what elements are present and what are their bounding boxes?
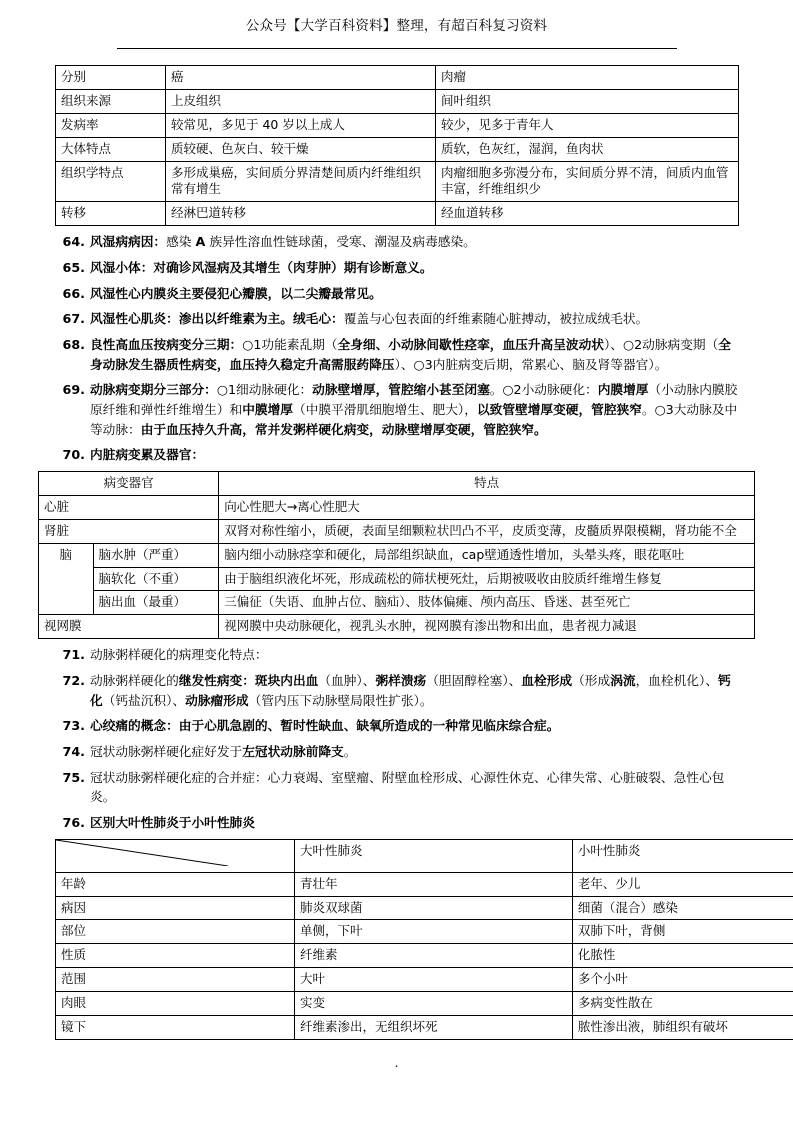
list-item-text: 风湿病病因：感染 A 族异性溶血性链球菌，受寒、潮湿及病毒感染。 [90, 234, 476, 250]
organ-table-wrapper [0, 471, 793, 639]
table-row [39, 567, 755, 591]
list-item-number: 76. [62, 814, 85, 830]
list-item-text: 动脉病变期分三部分：○1细动脉硬化：动脉壁增厚，管腔缩小甚至闭塞。○2小动脉硬化：内膜增厚（小动脉内膜胶原纤维和弹性纤维增生）和中膜增厚（中膜平滑肌细胞增生、肥大），以致管壁增厚变硬，管腔狭窄。○3大动脉及中等动脉：由于血压持久升高，常并发粥样硬化病变，动脉壁增厚变硬，管腔狭窄。 [90, 382, 738, 437]
list-item-text: 内脏病变累及器官： [90, 447, 205, 463]
list-item [55, 309, 738, 329]
document-content [0, 65, 793, 471]
table-cell: 纤维素渗出，无组织坏死 [294, 1015, 572, 1039]
table-cell: 镜下 [56, 1015, 295, 1039]
table-row [56, 89, 739, 113]
list-item-number: 68. [62, 336, 85, 352]
list-item-number: 75. [62, 769, 85, 785]
table-cell: 多形成巢癌，实间质分界清楚间质内纤维组织常有增生 [166, 161, 436, 202]
table-cell: 视网膜中央动脉硬化，视乳头水肿，视网膜有渗出物和出血，患者视力减退 [219, 615, 755, 639]
list-item-number: 72. [62, 672, 85, 688]
table-row [56, 872, 793, 896]
table-row [39, 615, 755, 639]
table-cell: 脑内细小动脉痉挛和硬化，局部组织缺血，cap壁通透性增加，头晕头疼，眼花呕吐 [219, 543, 755, 567]
table-cell: 质软，色灰红，湿润，鱼肉状 [436, 137, 739, 161]
tumor-comparison-table [55, 65, 739, 226]
table-cell: 较常见，多见于 40 岁以上成人 [166, 113, 436, 137]
table-cell: 脑水肿（严重） [93, 543, 219, 567]
table-cell: 单侧，下叶 [294, 920, 572, 944]
table-row [56, 113, 739, 137]
table-cell: 范围 [56, 968, 295, 992]
table-cell: 脑软化（不重） [93, 567, 219, 591]
list-item [55, 335, 738, 374]
table-cell: 细菌（混合）感染 [572, 896, 793, 920]
table-header-cell: 病变器官 [39, 472, 219, 496]
list-item-number: 70. [62, 447, 85, 463]
list-item-text: 风湿性心肌炎：渗出以纤维素为主。绒毛心：覆盖与心包表面的纤维素随心脏搏动，被拉成绒毛状。 [90, 311, 649, 327]
table-row [56, 202, 739, 226]
table-header-cell: 分别 [56, 66, 166, 90]
table-header-cell: 特点 [219, 472, 755, 496]
table-cell: 肺炎双球菌 [294, 896, 572, 920]
notes-list-first [55, 232, 738, 465]
table-row [56, 968, 793, 992]
document-content-2 [0, 645, 793, 839]
list-item [55, 671, 738, 710]
list-item-text: 动脉粥样硬化的病理变化特点： [90, 647, 268, 663]
table-cell: 年龄 [56, 872, 295, 896]
pneumonia-comparison-table [55, 839, 793, 1040]
list-item-number: 67. [62, 311, 85, 327]
table-row [56, 137, 739, 161]
table-cell: 肾脏 [39, 519, 219, 543]
table-row [39, 591, 755, 615]
table-cell: 性质 [56, 944, 295, 968]
table-row [56, 839, 793, 872]
table-header-cell: 大叶性肺炎 [294, 839, 572, 872]
table-cell: 脓性渗出液，肺组织有破坏 [572, 1015, 793, 1039]
list-item [55, 232, 738, 252]
list-item-text: 心绞痛的概念：由于心肌急剧的、暂时性缺血、缺氧所造成的一种常见临床综合症。 [90, 718, 560, 734]
table-row [39, 519, 755, 543]
table-cell: 大体特点 [56, 137, 166, 161]
table-cell: 三偏征（失语、血肿占位、脑疝）、肢体偏瘫、颅内高压、昏迷、甚至死亡 [219, 591, 755, 615]
table-cell: 经淋巴道转移 [166, 202, 436, 226]
table-row [56, 992, 793, 1016]
page-footer-mark: . [394, 1056, 399, 1070]
table-cell: 青壮年 [294, 872, 572, 896]
notes-list-second [55, 645, 738, 833]
list-item [55, 768, 738, 807]
list-item-number: 74. [62, 743, 85, 759]
list-item-number: 71. [62, 647, 85, 663]
table-cell: 大叶 [294, 968, 572, 992]
table-cell-brain-group: 脑 [39, 543, 94, 615]
table-cell: 纤维素 [294, 944, 572, 968]
table-row [56, 1015, 793, 1039]
table-row [56, 896, 793, 920]
list-item [55, 258, 738, 278]
list-item [55, 716, 738, 736]
table-cell: 上皮组织 [166, 89, 436, 113]
list-item-text: 冠状动脉粥样硬化症好发于左冠状动脉前降支。 [90, 743, 357, 759]
list-item [55, 645, 738, 665]
table-row [56, 66, 739, 90]
table-row [56, 944, 793, 968]
table-row [56, 920, 793, 944]
list-item-text: 动脉粥样硬化的继发性病变：斑块内出血（血肿）、粥样溃疡（胆固醇栓塞）、血栓形成（形成涡流，血栓机化）、钙化（钙盐沉积）、动脉瘤形成（管内压下动脉壁局限性扩张）。 [90, 672, 731, 708]
organ-lesion-table [38, 471, 755, 639]
table-cell: 病因 [56, 896, 295, 920]
list-item-text: 风湿性心内膜炎主要侵犯心瓣膜，以二尖瓣最常见。 [90, 285, 382, 301]
list-item [55, 813, 738, 833]
list-item-number: 73. [62, 718, 85, 734]
table-header-cell: 小叶性肺炎 [572, 839, 793, 872]
table-cell: 质较硬、色灰白、较干燥 [166, 137, 436, 161]
list-item [55, 445, 738, 465]
table-cell: 多个小叶 [572, 968, 793, 992]
table-cell: 实变 [294, 992, 572, 1016]
table-header-cell: 癌 [166, 66, 436, 90]
table-cell: 肉瘤细胞多弥漫分布，实间质分界不清，间质内血管丰富，纤维组织少 [436, 161, 739, 202]
table-cell: 组织来源 [56, 89, 166, 113]
table-row [39, 543, 755, 567]
table-cell: 双肾对称性缩小，质硬，表面呈细颗粒状凹凸不平，皮质变薄，皮髓质界限模糊，肾功能不全 [219, 519, 755, 543]
table-row [39, 495, 755, 519]
table-cell: 转移 [56, 202, 166, 226]
table-cell: 部位 [56, 920, 295, 944]
table-header-cell-diagonal [56, 839, 295, 872]
table-cell: 经血道转移 [436, 202, 739, 226]
table-cell: 心脏 [39, 495, 219, 519]
table-cell: 发病率 [56, 113, 166, 137]
table-cell: 视网膜 [39, 615, 219, 639]
list-item [55, 380, 738, 439]
table-cell: 多病变性散在 [572, 992, 793, 1016]
list-item-number: 64. [62, 234, 85, 250]
table-cell: 老年、少儿 [572, 872, 793, 896]
table-row [39, 472, 755, 496]
table-cell: 双肺下叶，背侧 [572, 920, 793, 944]
list-item-number: 69. [62, 382, 85, 398]
list-item-text: 风湿小体：对确诊风湿病及其增生（肉芽肿）期有诊断意义。 [90, 259, 433, 275]
list-item [55, 742, 738, 762]
table-cell: 组织学特点 [56, 161, 166, 202]
list-item-number: 65. [62, 259, 85, 275]
table-cell: 肉眼 [56, 992, 295, 1016]
list-item-text: 区别大叶性肺炎于小叶性肺炎 [90, 814, 255, 830]
list-item [55, 284, 738, 304]
list-item-text: 良性高血压按病变分三期：○1功能素乱期（全身细、小动脉间歇性痉挛，血压升高呈波动状）、○2动脉病变期（全身动脉发生器质性病变，血压持久稳定升高需服药降压）、○3内脏病变后期，常累心、脑及肾等器官）。 [90, 336, 731, 372]
watermark-text: 公众号【大学百科资料】整理，有超百科复习资料 [245, 18, 548, 34]
header-divider [117, 48, 677, 49]
list-item-text: 冠状动脉粥样硬化症的合并症：心力衰竭、室壁瘤、附壁血栓形成、心源性休克、心律失常、心脏破裂、急性心包炎。 [90, 769, 725, 805]
table-row [56, 161, 739, 202]
table-header-cell: 肉瘤 [436, 66, 739, 90]
table-cell: 脑出血（最重） [93, 591, 219, 615]
table-cell: 向心性肥大→离心性肥大 [219, 495, 755, 519]
table-cell: 由于脑组织液化坏死，形成疏松的筛状梗死灶，后期被吸收由胶质纤维增生修复 [219, 567, 755, 591]
table-cell: 较少，见多于青年人 [436, 113, 739, 137]
diagonal-line-icon [56, 840, 228, 866]
table-cell: 间叶组织 [436, 89, 739, 113]
list-item-number: 66. [62, 285, 85, 301]
table-cell: 化脓性 [572, 944, 793, 968]
